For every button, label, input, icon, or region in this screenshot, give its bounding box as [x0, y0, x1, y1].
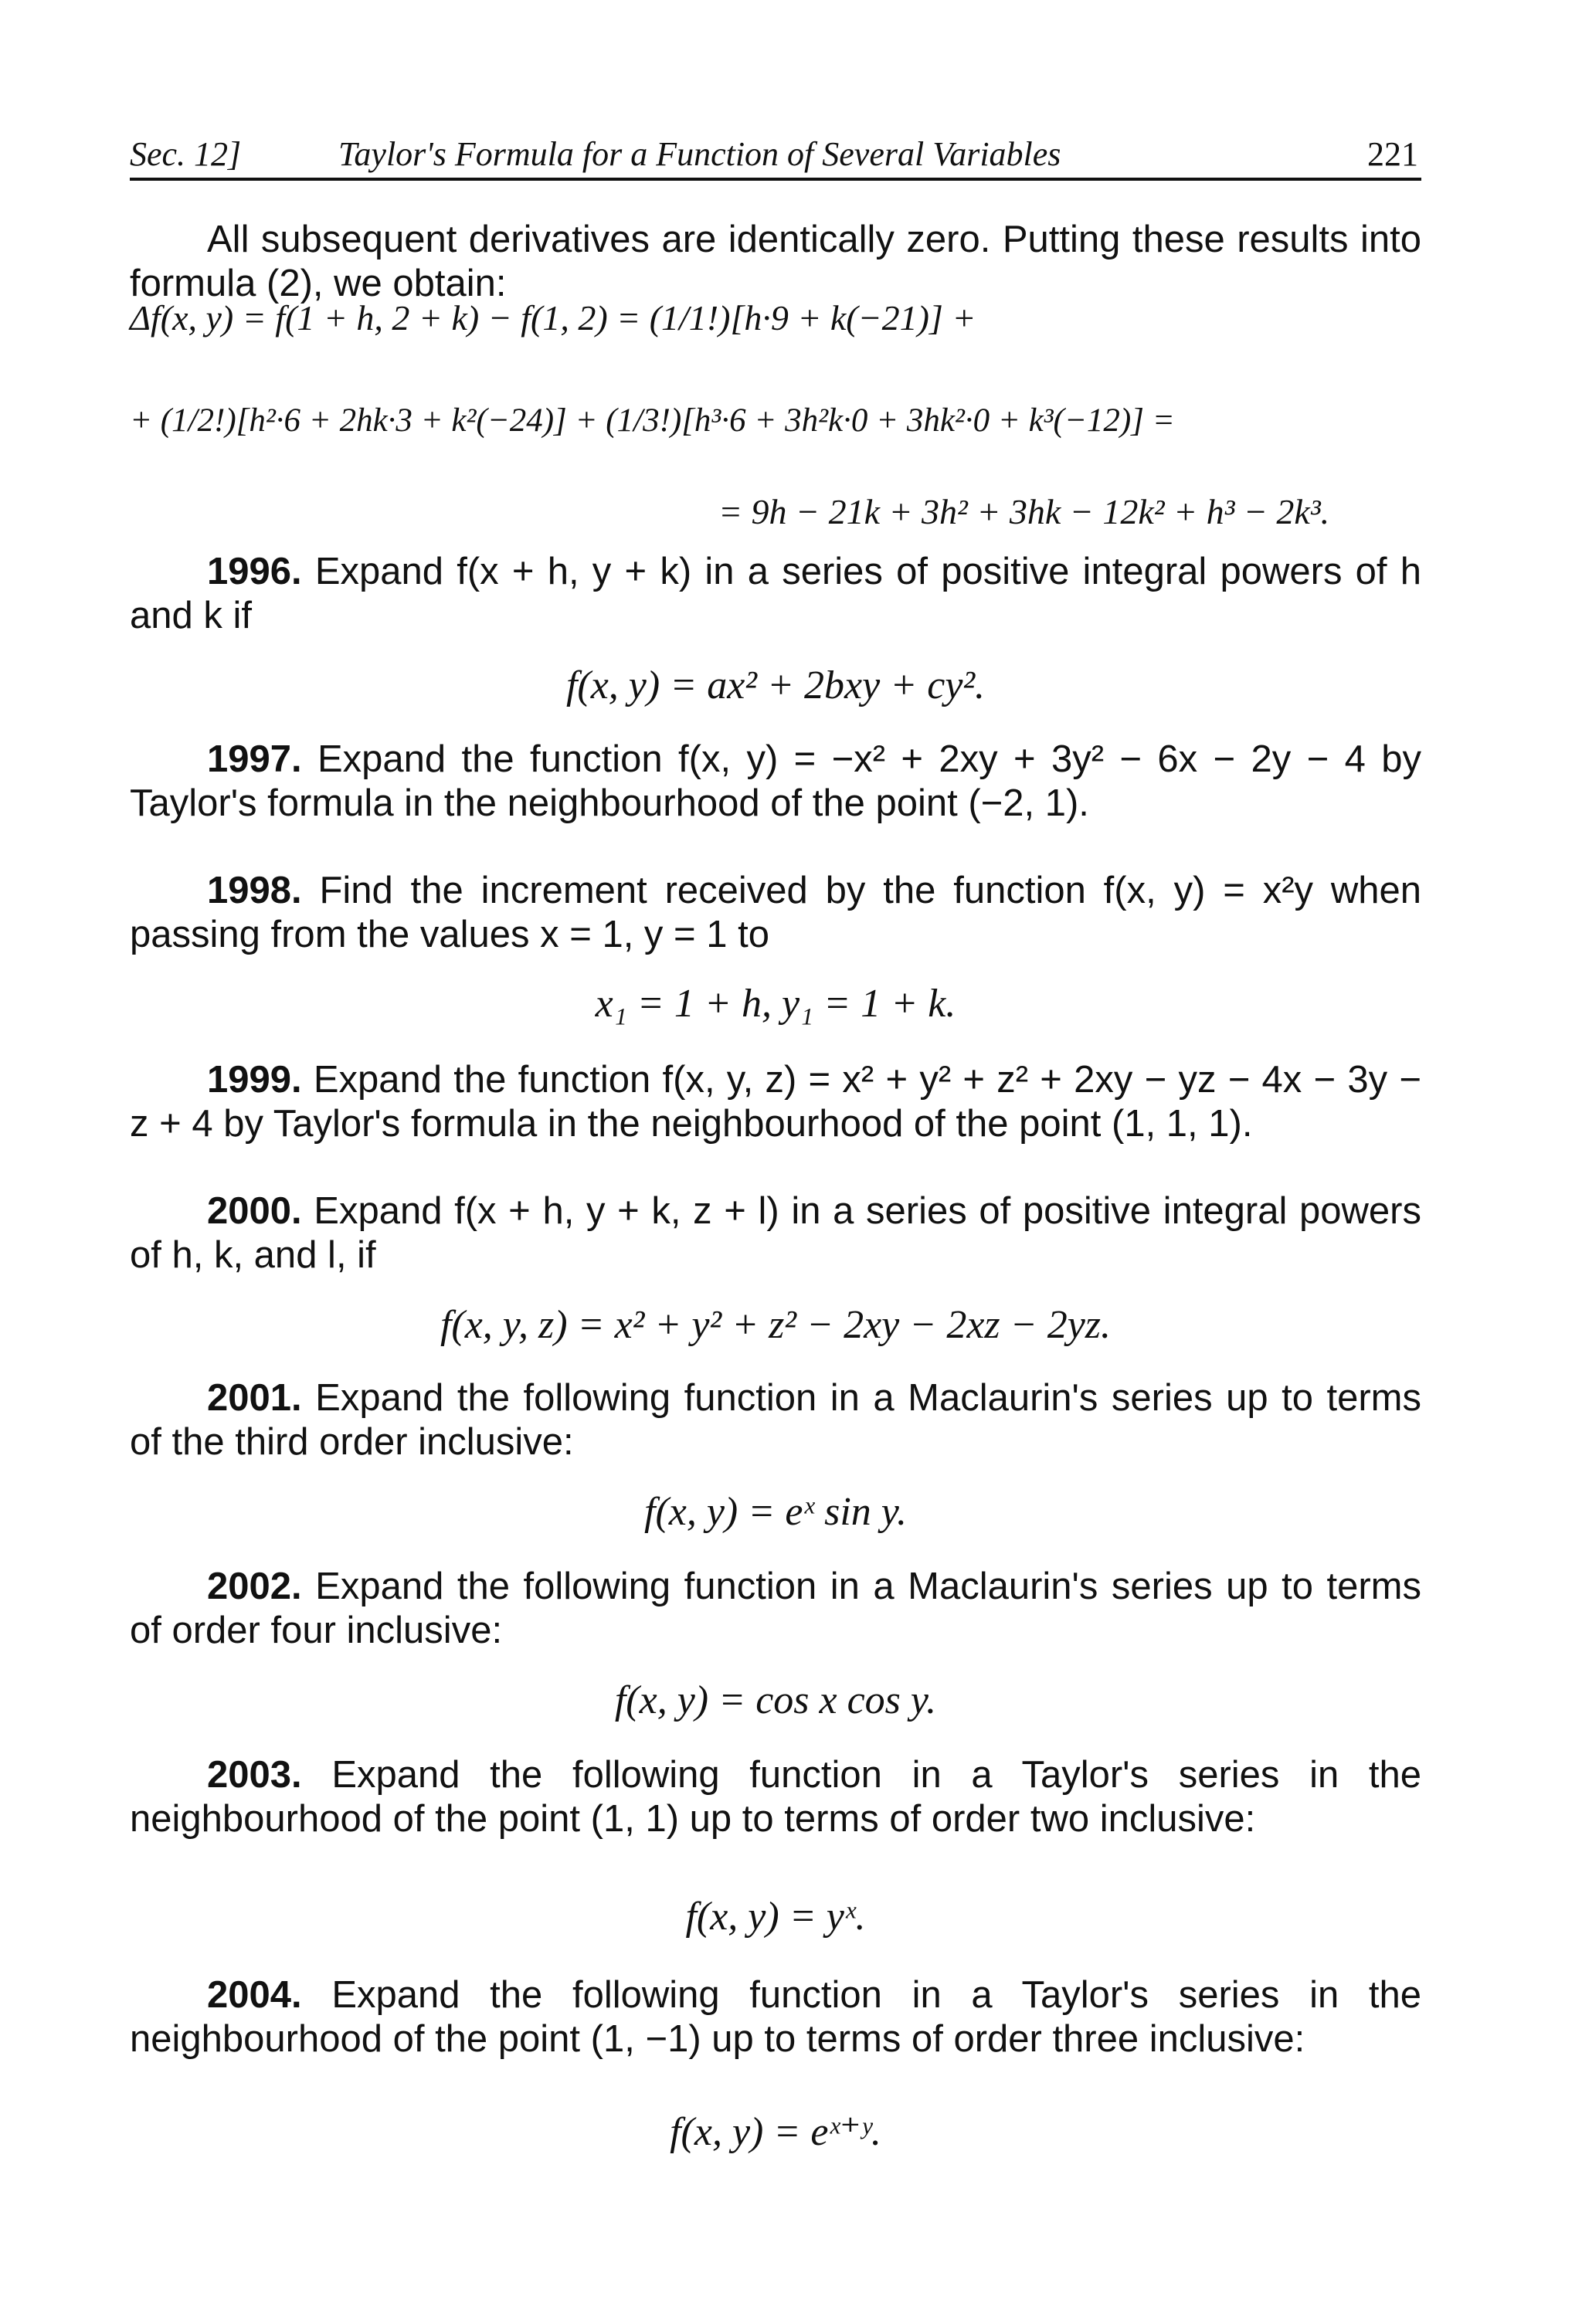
- formula-line-2: + (1/2!)[h²·6 + 2hk·3 + k²(−24)] + (1/3!)[h³·6 + 3h²k·0 + 3hk²·0 + k³(−12)] =: [130, 402, 1175, 439]
- formula-line-1: Δf(x, y) = f(1 + h, 2 + k) − f(1, 2) = (1/1!)[h·9 + k(−21)] +: [130, 298, 976, 338]
- section-label: Sec. 12]: [130, 135, 242, 173]
- problem-2003: [130, 1753, 1421, 1841]
- problem-1999: [130, 1058, 1421, 1146]
- problem-number: 1999.: [207, 1059, 302, 1101]
- problem-text: Find the increment received by the function f(x, y) = x²y when passing from the values x = 1, y = 1 to: [130, 870, 1421, 955]
- running-header: [130, 130, 1421, 181]
- formula-line-3: = 9h − 21k + 3h² + 3hk − 12k² + h³ − 2k³.: [718, 492, 1330, 531]
- problem-2000-formula: f(x, y, z) = x² + y² + z² − 2xy − 2xz − 2yz.: [440, 1303, 1112, 1347]
- problem-number: 2004.: [207, 1974, 302, 2016]
- problem-text: Expand the following function in a Taylor's series in the neighbourhood of the point (1, −1) up to terms of order three inclusive:: [130, 1974, 1422, 2060]
- intro-paragraph: [130, 218, 1421, 306]
- problem-number: 2003.: [207, 1754, 302, 1796]
- problem-text: Expand the function f(x, y, z) = x² + y² + z² + 2xy − yz − 4x − 3y − z + 4 by Taylor's formula in the neighbourhood of the point (1, 1, 1).: [130, 1059, 1421, 1145]
- intro-text: All subsequent derivatives are identically zero. Putting these results into formula (2), we obtain:: [130, 219, 1421, 304]
- problem-1998: [130, 869, 1421, 957]
- problem-2000: [130, 1189, 1421, 1277]
- problem-2001: [130, 1376, 1421, 1464]
- problem-1997: [130, 738, 1421, 826]
- problem-number: 2002.: [207, 1566, 302, 1607]
- problem-2004-formula: f(x, y) = eˣ⁺ʸ.: [670, 2110, 881, 2154]
- problem-2002-formula: f(x, y) = cos x cos y.: [614, 1678, 937, 1722]
- problem-text: Expand the function f(x, y) = −x² + 2xy + 3y² − 6x − 2y − 4 by Taylor's formula in the neighbourhood of the point (−2, 1).: [130, 738, 1421, 824]
- problem-number: 1998.: [207, 870, 302, 911]
- problem-number: 1996.: [207, 551, 302, 592]
- problem-text: Expand the following function in a Maclaurin's series up to terms of the third order inclusive:: [130, 1377, 1421, 1463]
- problem-1998-formula: x₁ = 1 + h, y₁ = 1 + k.: [595, 982, 956, 1026]
- problem-2003-formula: f(x, y) = yˣ.: [685, 1895, 866, 1939]
- problem-1996-formula: f(x, y) = ax² + 2bxy + cy².: [565, 663, 986, 707]
- problem-1996: [130, 550, 1421, 638]
- running-title: Taylor's Formula for a Function of Several Variables: [338, 135, 1061, 173]
- page-number: 221: [1367, 135, 1418, 173]
- problem-number: 2000.: [207, 1190, 302, 1232]
- problem-text: Expand f(x + h, y + k) in a series of positive integral powers of h and k if: [130, 551, 1421, 636]
- problem-2004: [130, 1973, 1421, 2061]
- problem-text: Expand the following function in a Maclaurin's series up to terms of order four inclusive:: [130, 1566, 1421, 1651]
- problem-number: 1997.: [207, 738, 302, 780]
- problem-text: Expand f(x + h, y + k, z + l) in a series of positive integral powers of h, k, and l, if: [130, 1190, 1421, 1276]
- problem-number: 2001.: [207, 1377, 302, 1419]
- problem-2001-formula: f(x, y) = eˣ sin y.: [644, 1490, 907, 1534]
- problem-text: Expand the following function in a Taylor's series in the neighbourhood of the point (1, 1) up to terms of order two inclusive:: [130, 1754, 1422, 1840]
- problem-2002: [130, 1565, 1421, 1653]
